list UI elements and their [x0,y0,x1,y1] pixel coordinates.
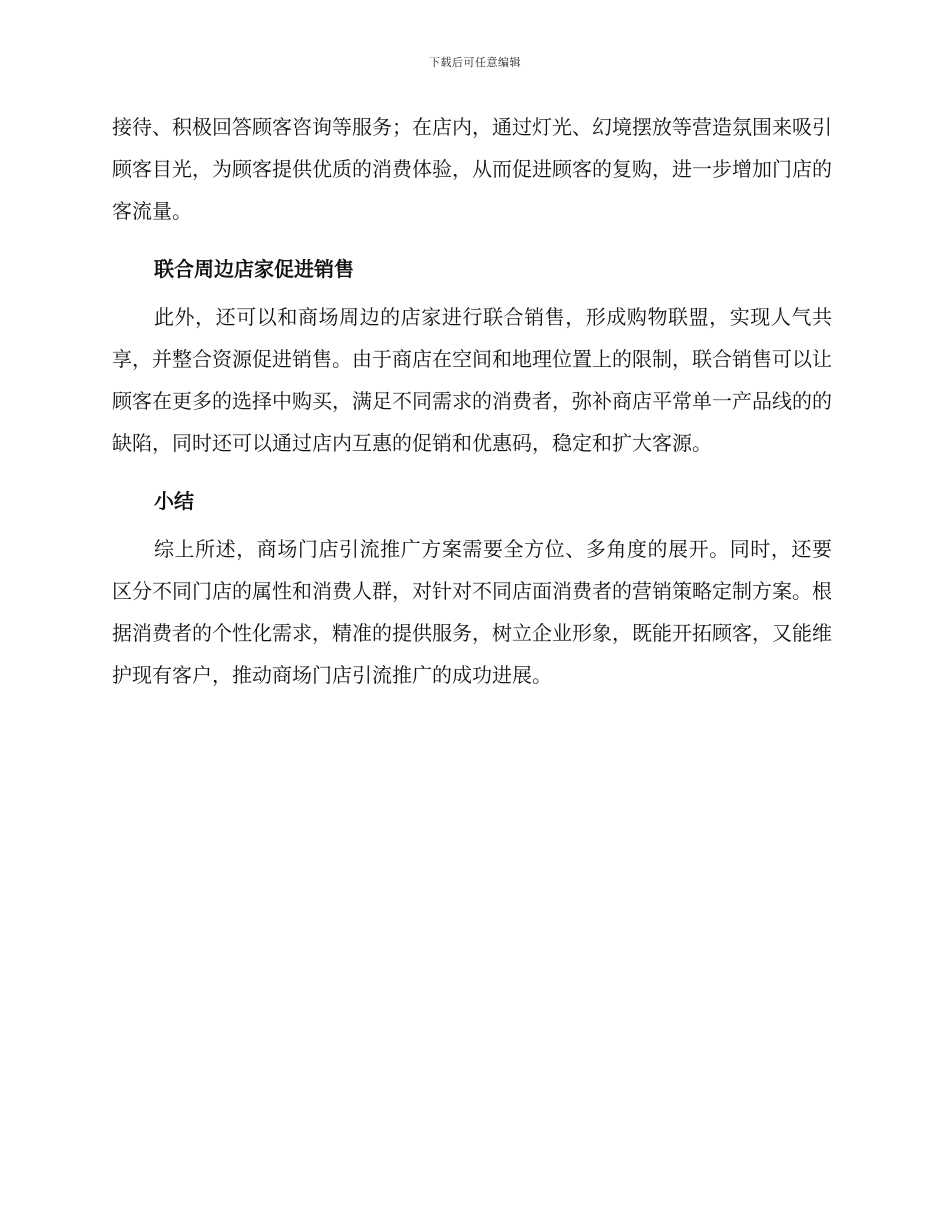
section-heading: 小结 [154,489,194,513]
page-header: 下载后可任意编辑 [429,56,521,69]
body-paragraph: 此外，还可以和商场周边的店家进行联合销售，形成购物联盟，实现人气共享，并整合资源促进销售。由于商店在空间和地理位置上的限制，联合销售可以让顾客在更多的选择中购买，满足不同需求的消费者，弥补商店平常单一产品线的的缺陷，同时还可以通过店内互惠的促销和优惠码，稳定和扩大客源。 [112,305,832,455]
section-heading: 联合周边店家促进销售 [154,257,354,281]
paragraph-spacer [112,464,832,470]
body-paragraph: 接待、积极回答顾客咨询等服务；在店内，通过灯光、幻境摆放等营造氛围来吸引顾客目光，为顾客提供优质的消费体验，从而促进顾客的复购，进一步增加门店的客流量。 [112,115,832,223]
paragraph-spacer [112,232,832,238]
document-body [112,106,832,696]
body-paragraph: 综上所述，商场门店引流推广方案需要全方位、多角度的展开。同时，还要区分不同门店的属性和消费人群，对针对不同店面消费者的营销策略定制方案。根据消费者的个性化需求，精准的提供服务，树立企业形象，既能开拓顾客，又能维护现有客户，推动商场门店引流推广的成功进展。 [112,537,832,687]
